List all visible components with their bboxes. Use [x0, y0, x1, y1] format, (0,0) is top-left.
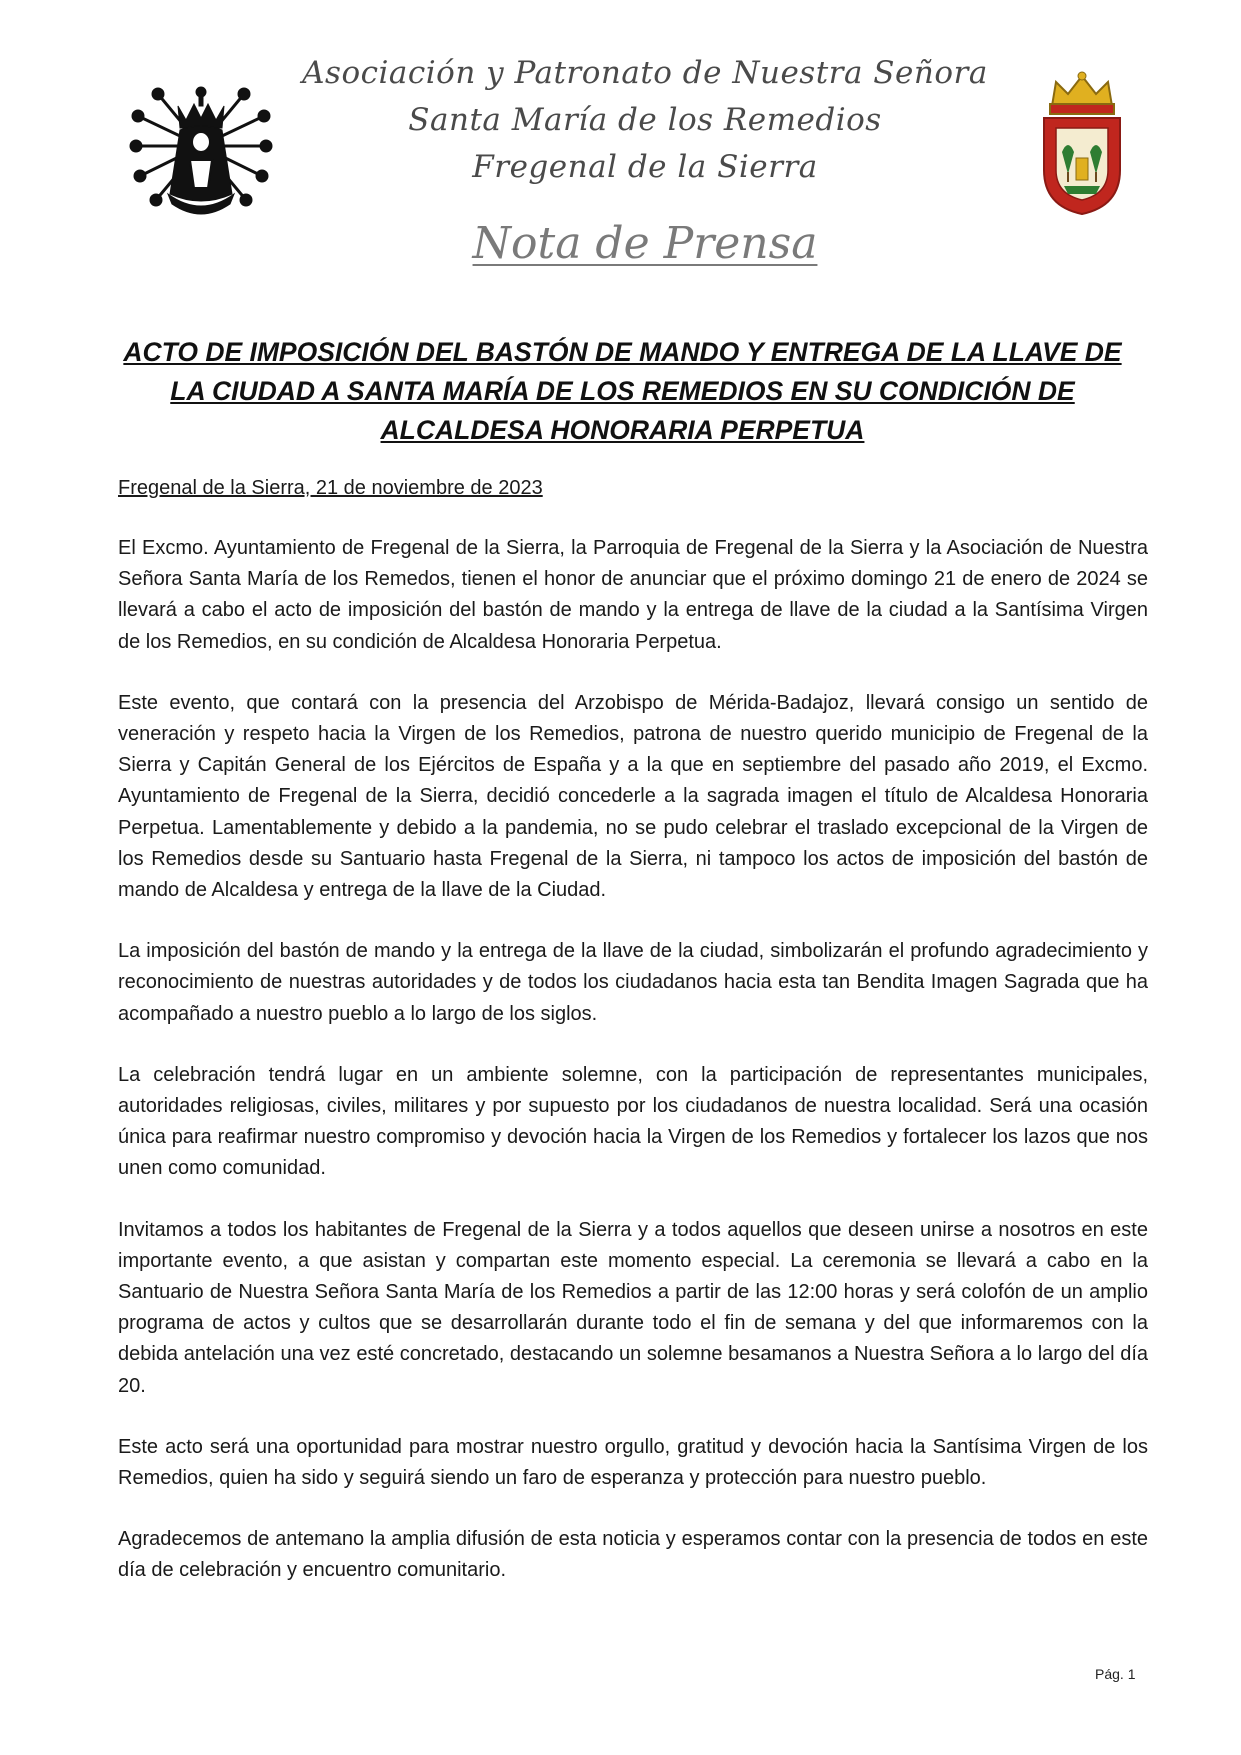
crowned-virgin-emblem-icon [128, 76, 274, 222]
press-release-title: Nota de Prensa [472, 218, 818, 269]
paragraph: Este evento, que contará con la presencia del Arzobispo de Mérida-Badajoz, llevará consigo un sentido de veneración y respeto hacia la Virgen de los Remedios, patrona de nuestro querido municipio de Fregenal de la Sierra y Capitán General de los Ejércitos de España y a la que en septiembre del pasado año 2019, el Excmo. Ayuntamiento de Fregenal de la Sierra, decidió concederle a la sagrada imagen el título de Alcaldesa Honoraria Perpetua. Lamentablemente y debido a la pandemia, no se pudo celebrar el traslado excepcional de la Virgen de los Remedios desde su Santuario hasta Fregenal de la Sierra, ni tampoco los actos de imposición del bastón de mando de Alcaldesa y entrega de la llave de la Ciudad. [118, 691, 1148, 902]
paragraph: Agradecemos de antemano la amplia difusión de esta noticia y esperamos contar con la presencia de todos en este día de celebración y encuentro comunitario. [118, 1528, 1148, 1582]
paragraph: Este acto será una oportunidad para mostrar nuestro orgullo, gratitud y devoción hacia la Santísima Virgen de los Remedios, quien ha sido y seguirá siendo un faro de esperanza y protección para nuestro pueblo. [118, 1435, 1148, 1490]
letterhead [0, 40, 1241, 300]
association-name [300, 50, 990, 191]
article-body [118, 533, 1148, 1617]
association-line-3: Fregenal de la Sierra [472, 149, 818, 185]
dateline: Fregenal de la Sierra, 21 de noviembre de 2023 [118, 477, 543, 499]
paragraph: El Excmo. Ayuntamiento de Fregenal de la Sierra, la Parroquia de Fregenal de la Sierra y la Asociación de Nuestra Señora Santa María de los Remedos, tienen el honor de anunciar que el próximo domingo 21 de enero de 2024 se llevará a cabo el acto de imposición del bastón de mando y la entrega de llave de la ciudad a la Santísima Virgen de los Remedios, en su condición de Alcaldesa Honoraria Perpetua. [118, 537, 1148, 653]
page-number: Pág. 1 [1095, 1666, 1136, 1682]
paragraph: La celebración tendrá lugar en un ambiente solemne, con la participación de representantes municipales, autoridades religiosas, civiles, militares y por supuesto por los ciudadanos de nuestra localidad. Será una ocasión única para reafirmar nuestro compromiso y devoción hacia la Virgen de los Remedios y fortalecer los lazos que nos unen como comunidad. [118, 1063, 1148, 1180]
association-line-2: Santa María de los Remedios [408, 102, 882, 138]
headline: ACTO DE IMPOSICIÓN DEL BASTÓN DE MANDO Y ENTREGA DE LA LLAVE DE LA CIUDAD A SANTA MARÍA DE LOS REMEDIOS EN SU CONDICIÓN DE ALCALDESA HONORARIA PERPETUA [123, 337, 1122, 445]
association-line-1: Asociación y Patronato de Nuestra Señora [302, 55, 988, 91]
municipal-coat-of-arms-icon [1040, 66, 1124, 216]
paragraph: La imposición del bastón de mando y la entrega de la llave de la ciudad, simbolizarán el profundo agradecimiento y reconocimiento de nuestras autoridades y de todos los ciudadanos hacia esta tan Bendita Imagen Sagrada que ha acompañado a nuestro pueblo a lo largo de los siglos. [118, 940, 1148, 1025]
paragraph: Invitamos a todos los habitantes de Fregenal de la Sierra y a todos aquellos que deseen unirse a nosotros en este importante evento, a que asistan y compartan este momento especial. La ceremonia se llevará a cabo en la Santuario de Nuestra Señora Santa María de los Remedios a partir de las 12:00 horas y será colofón de un amplio programa de actos y cultos que se desarrollarán durante todo el fin de semana y del que informaremos con la debida antelación una vez esté concretado, destacando un solemne besamanos a Nuestra Señora a lo largo del día 20. [118, 1218, 1148, 1397]
